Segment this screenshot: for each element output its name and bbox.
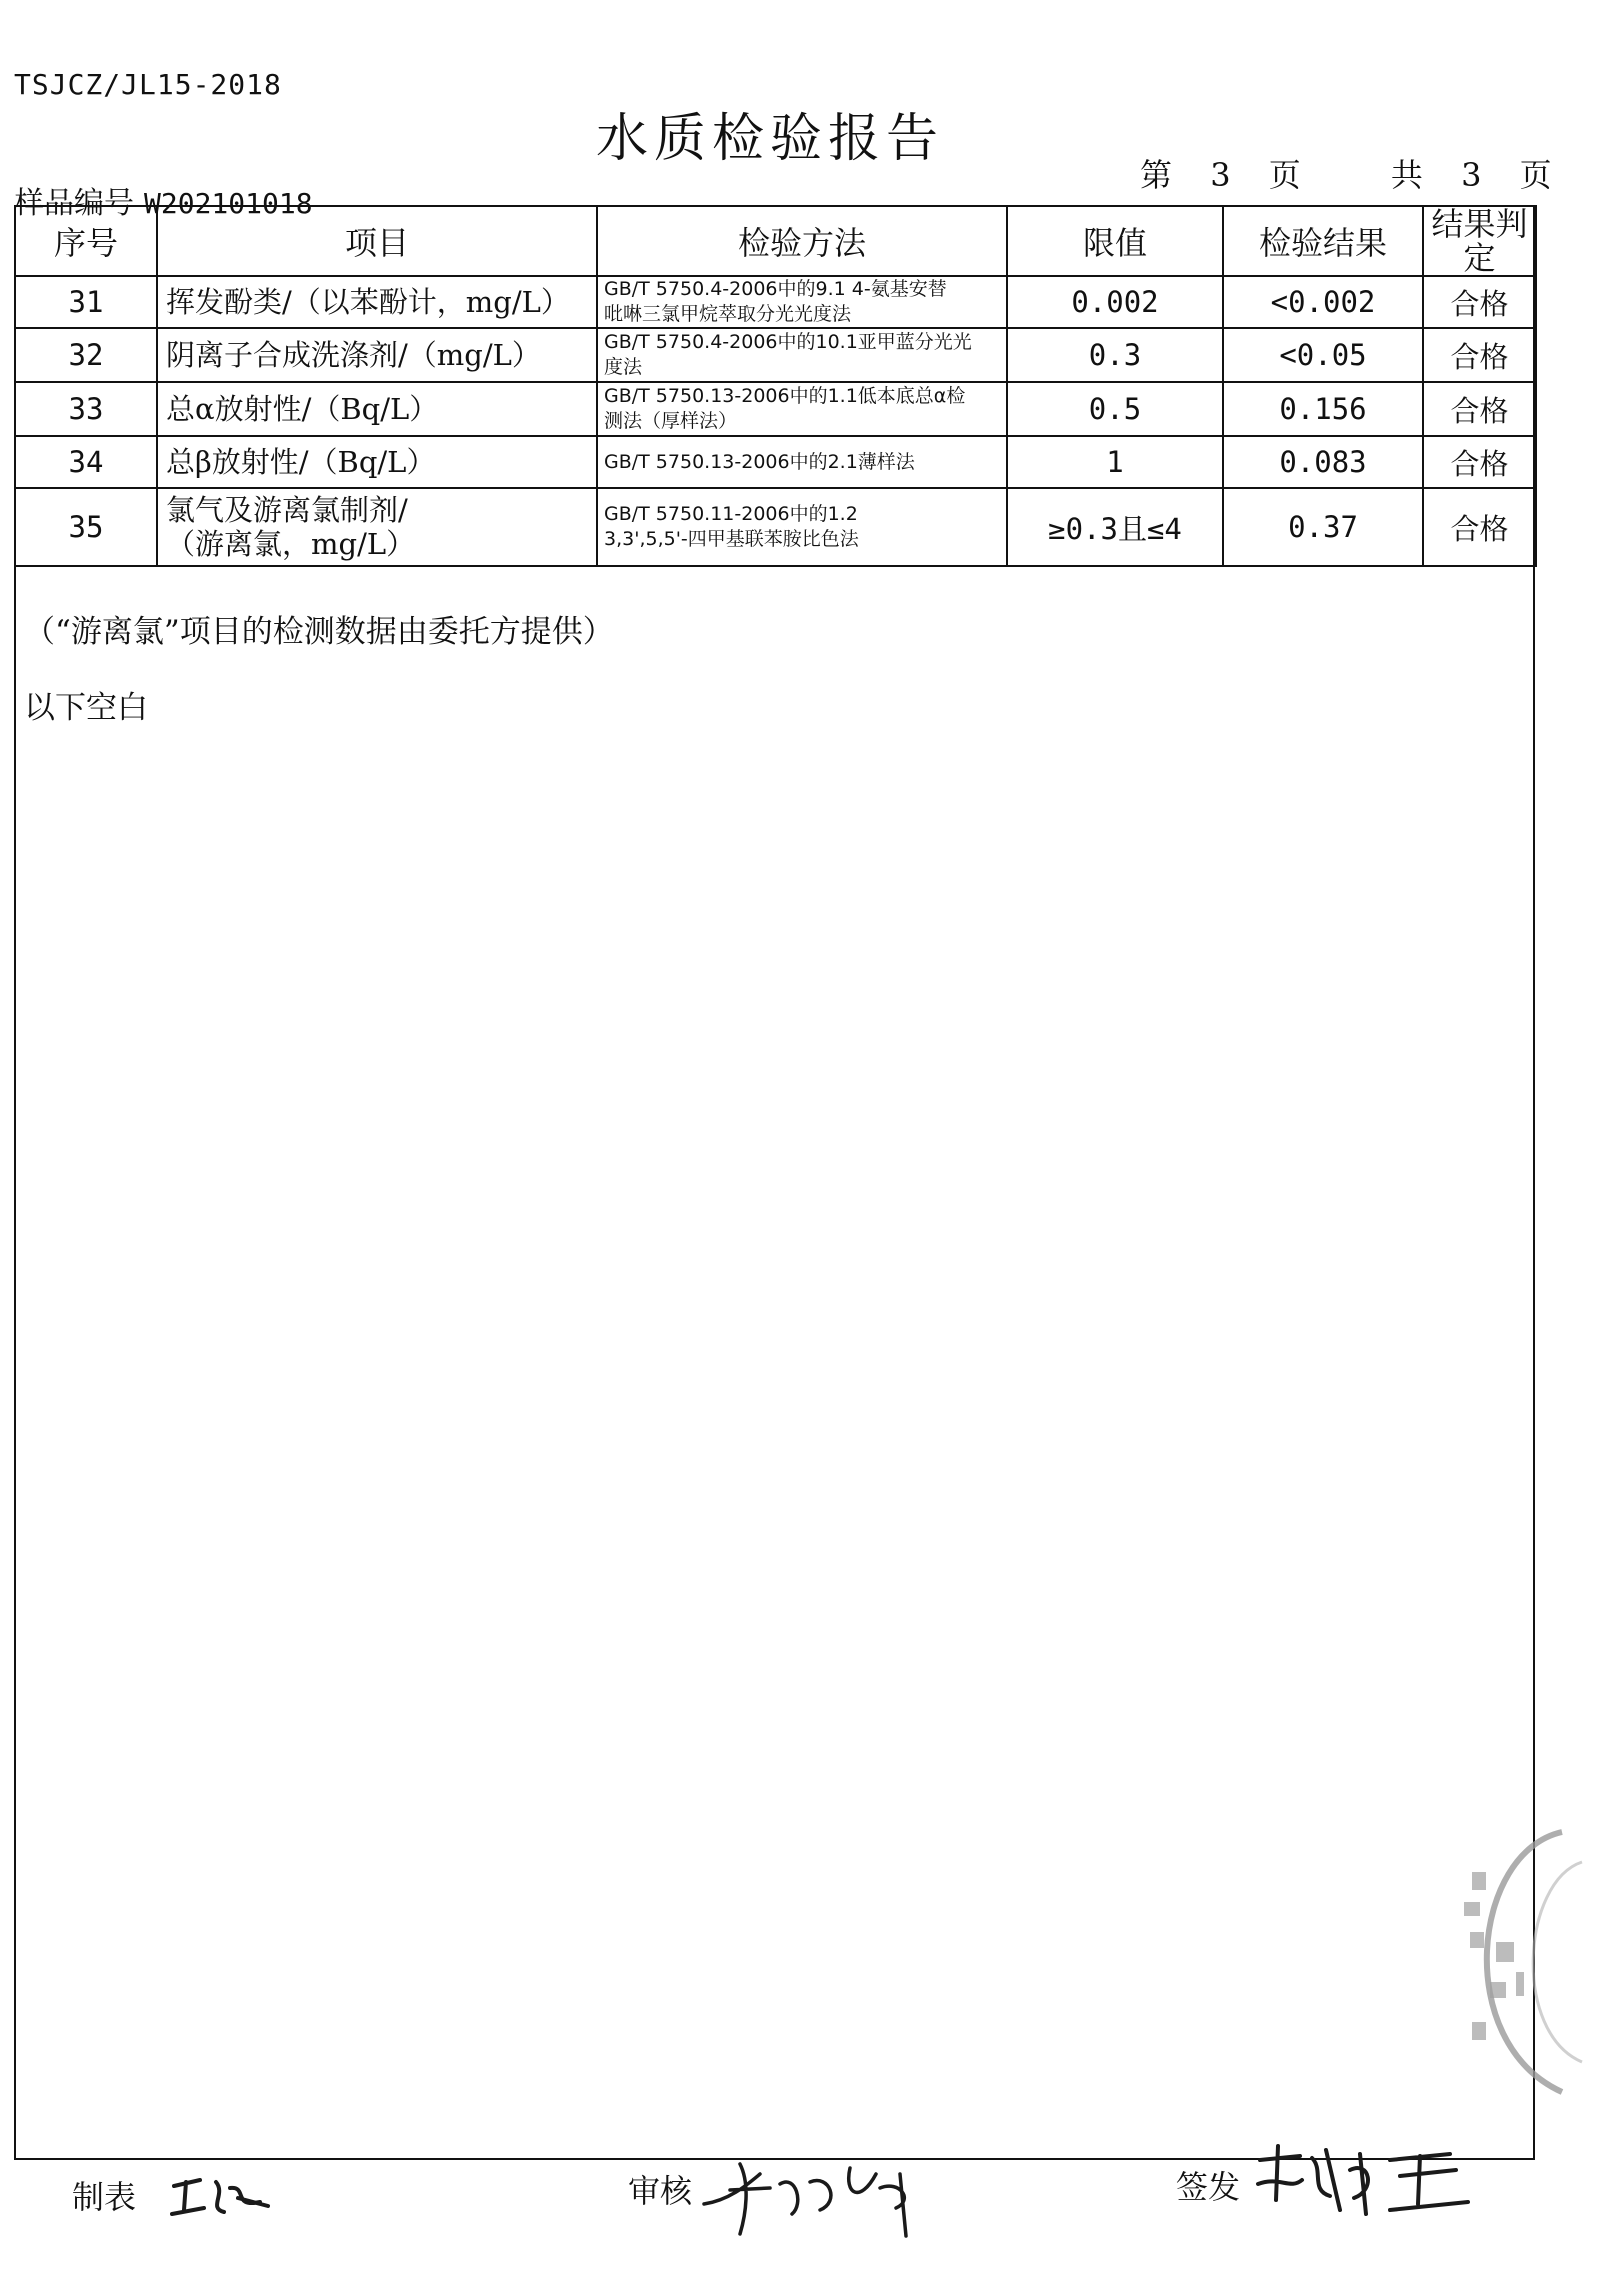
- row-item: 总β放射性/（Bq/L）: [157, 436, 597, 488]
- row-judgement: 合格: [1423, 436, 1536, 488]
- results-table: [14, 205, 1537, 567]
- page-total-prefix: 共: [1390, 156, 1423, 194]
- page-label-suffix: 页: [1519, 156, 1552, 194]
- row-result: <0.05: [1223, 328, 1423, 382]
- header-limit: 限值: [1007, 206, 1223, 276]
- header-no: 序号: [15, 206, 157, 276]
- row-judgement: 合格: [1423, 382, 1536, 436]
- method-line: 吡啉三氯甲烷萃取分光光度法: [604, 303, 852, 325]
- maker-label: 制表: [72, 2178, 137, 2216]
- blank-below-note: 以下空白: [24, 690, 148, 726]
- header-result: 检验结果: [1223, 206, 1423, 276]
- table-row: [15, 382, 1536, 436]
- report-title: 水质检验报告: [595, 109, 944, 169]
- reviewer-label: 审核: [628, 2172, 693, 2210]
- table-row: [15, 488, 1536, 566]
- data-source-note: （“游离氯”项目的检测数据由委托方提供）: [24, 614, 614, 650]
- maker-field: [72, 2172, 136, 2218]
- method-line: 3,3',5,5'-四甲基联苯胺比色法: [604, 528, 859, 550]
- row-limit: ≥0.3且≤4: [1007, 488, 1223, 566]
- reviewer-field: [628, 2166, 692, 2212]
- reviewer-signature: [700, 2144, 940, 2240]
- page-label-mid: 页: [1268, 156, 1301, 194]
- form-code: TSJCZ/JL15-2018: [14, 68, 282, 101]
- row-result: <0.002: [1223, 276, 1423, 328]
- row-method: [597, 276, 1007, 328]
- page-current: 3: [1210, 156, 1231, 194]
- method-line: 度法: [604, 356, 643, 378]
- stamp-seal: [1412, 1822, 1592, 2102]
- row-no: 34: [15, 436, 157, 488]
- row-result: 0.083: [1223, 436, 1423, 488]
- item-line: 氯气及游离氯制剂/: [166, 493, 408, 527]
- method-line: GB/T 5750.4-2006中的10.1亚甲蓝分光光: [604, 331, 972, 353]
- method-line: GB/T 5750.11-2006中的1.2: [604, 503, 858, 525]
- issuer-field: [1176, 2162, 1240, 2208]
- row-result: 0.156: [1223, 382, 1423, 436]
- row-method: [597, 488, 1007, 566]
- row-item: 阴离子合成洗涤剂/（mg/L）: [157, 328, 597, 382]
- table-row: [15, 436, 1536, 488]
- row-no: 32: [15, 328, 157, 382]
- maker-signature: [168, 2168, 278, 2224]
- item-line: （游离氯，mg/L）: [166, 527, 416, 561]
- row-result: 0.37: [1223, 488, 1423, 566]
- header-item: 项目: [157, 206, 597, 276]
- issuer-signature: [1250, 2140, 1480, 2226]
- header-judgement: 结果判定: [1423, 206, 1536, 276]
- page-total: 3: [1461, 156, 1482, 194]
- table-row: [15, 276, 1536, 328]
- page-label-prefix: 第: [1140, 156, 1173, 194]
- header-method: 检验方法: [597, 206, 1007, 276]
- table-header-row: [15, 206, 1536, 276]
- row-judgement: 合格: [1423, 328, 1536, 382]
- row-judgement: 合格: [1423, 488, 1536, 566]
- row-item: 挥发酚类/（以苯酚计，mg/L）: [157, 276, 597, 328]
- row-item: [157, 488, 597, 566]
- row-limit: 0.002: [1007, 276, 1223, 328]
- row-no: 35: [15, 488, 157, 566]
- method-line: 测法（厚样法）: [604, 410, 738, 432]
- row-limit: 0.5: [1007, 382, 1223, 436]
- row-item: 总α放射性/（Bq/L）: [157, 382, 597, 436]
- table-row: [15, 328, 1536, 382]
- method-line: GB/T 5750.13-2006中的1.1低本底总α检: [604, 385, 966, 407]
- row-method: GB/T 5750.13-2006中的2.1薄样法: [597, 436, 1007, 488]
- method-line: GB/T 5750.4-2006中的9.1 4-氨基安替: [604, 278, 947, 300]
- sample-code: W202101018: [144, 187, 313, 220]
- sample-label: 样品编号: [14, 186, 134, 221]
- row-limit: 1: [1007, 436, 1223, 488]
- issuer-label: 签发: [1176, 2168, 1241, 2206]
- row-judgement: 合格: [1423, 276, 1536, 328]
- row-limit: 0.3: [1007, 328, 1223, 382]
- row-method: [597, 382, 1007, 436]
- page-indicator: [1140, 150, 1552, 196]
- row-no: 31: [15, 276, 157, 328]
- row-method: [597, 328, 1007, 382]
- row-no: 33: [15, 382, 157, 436]
